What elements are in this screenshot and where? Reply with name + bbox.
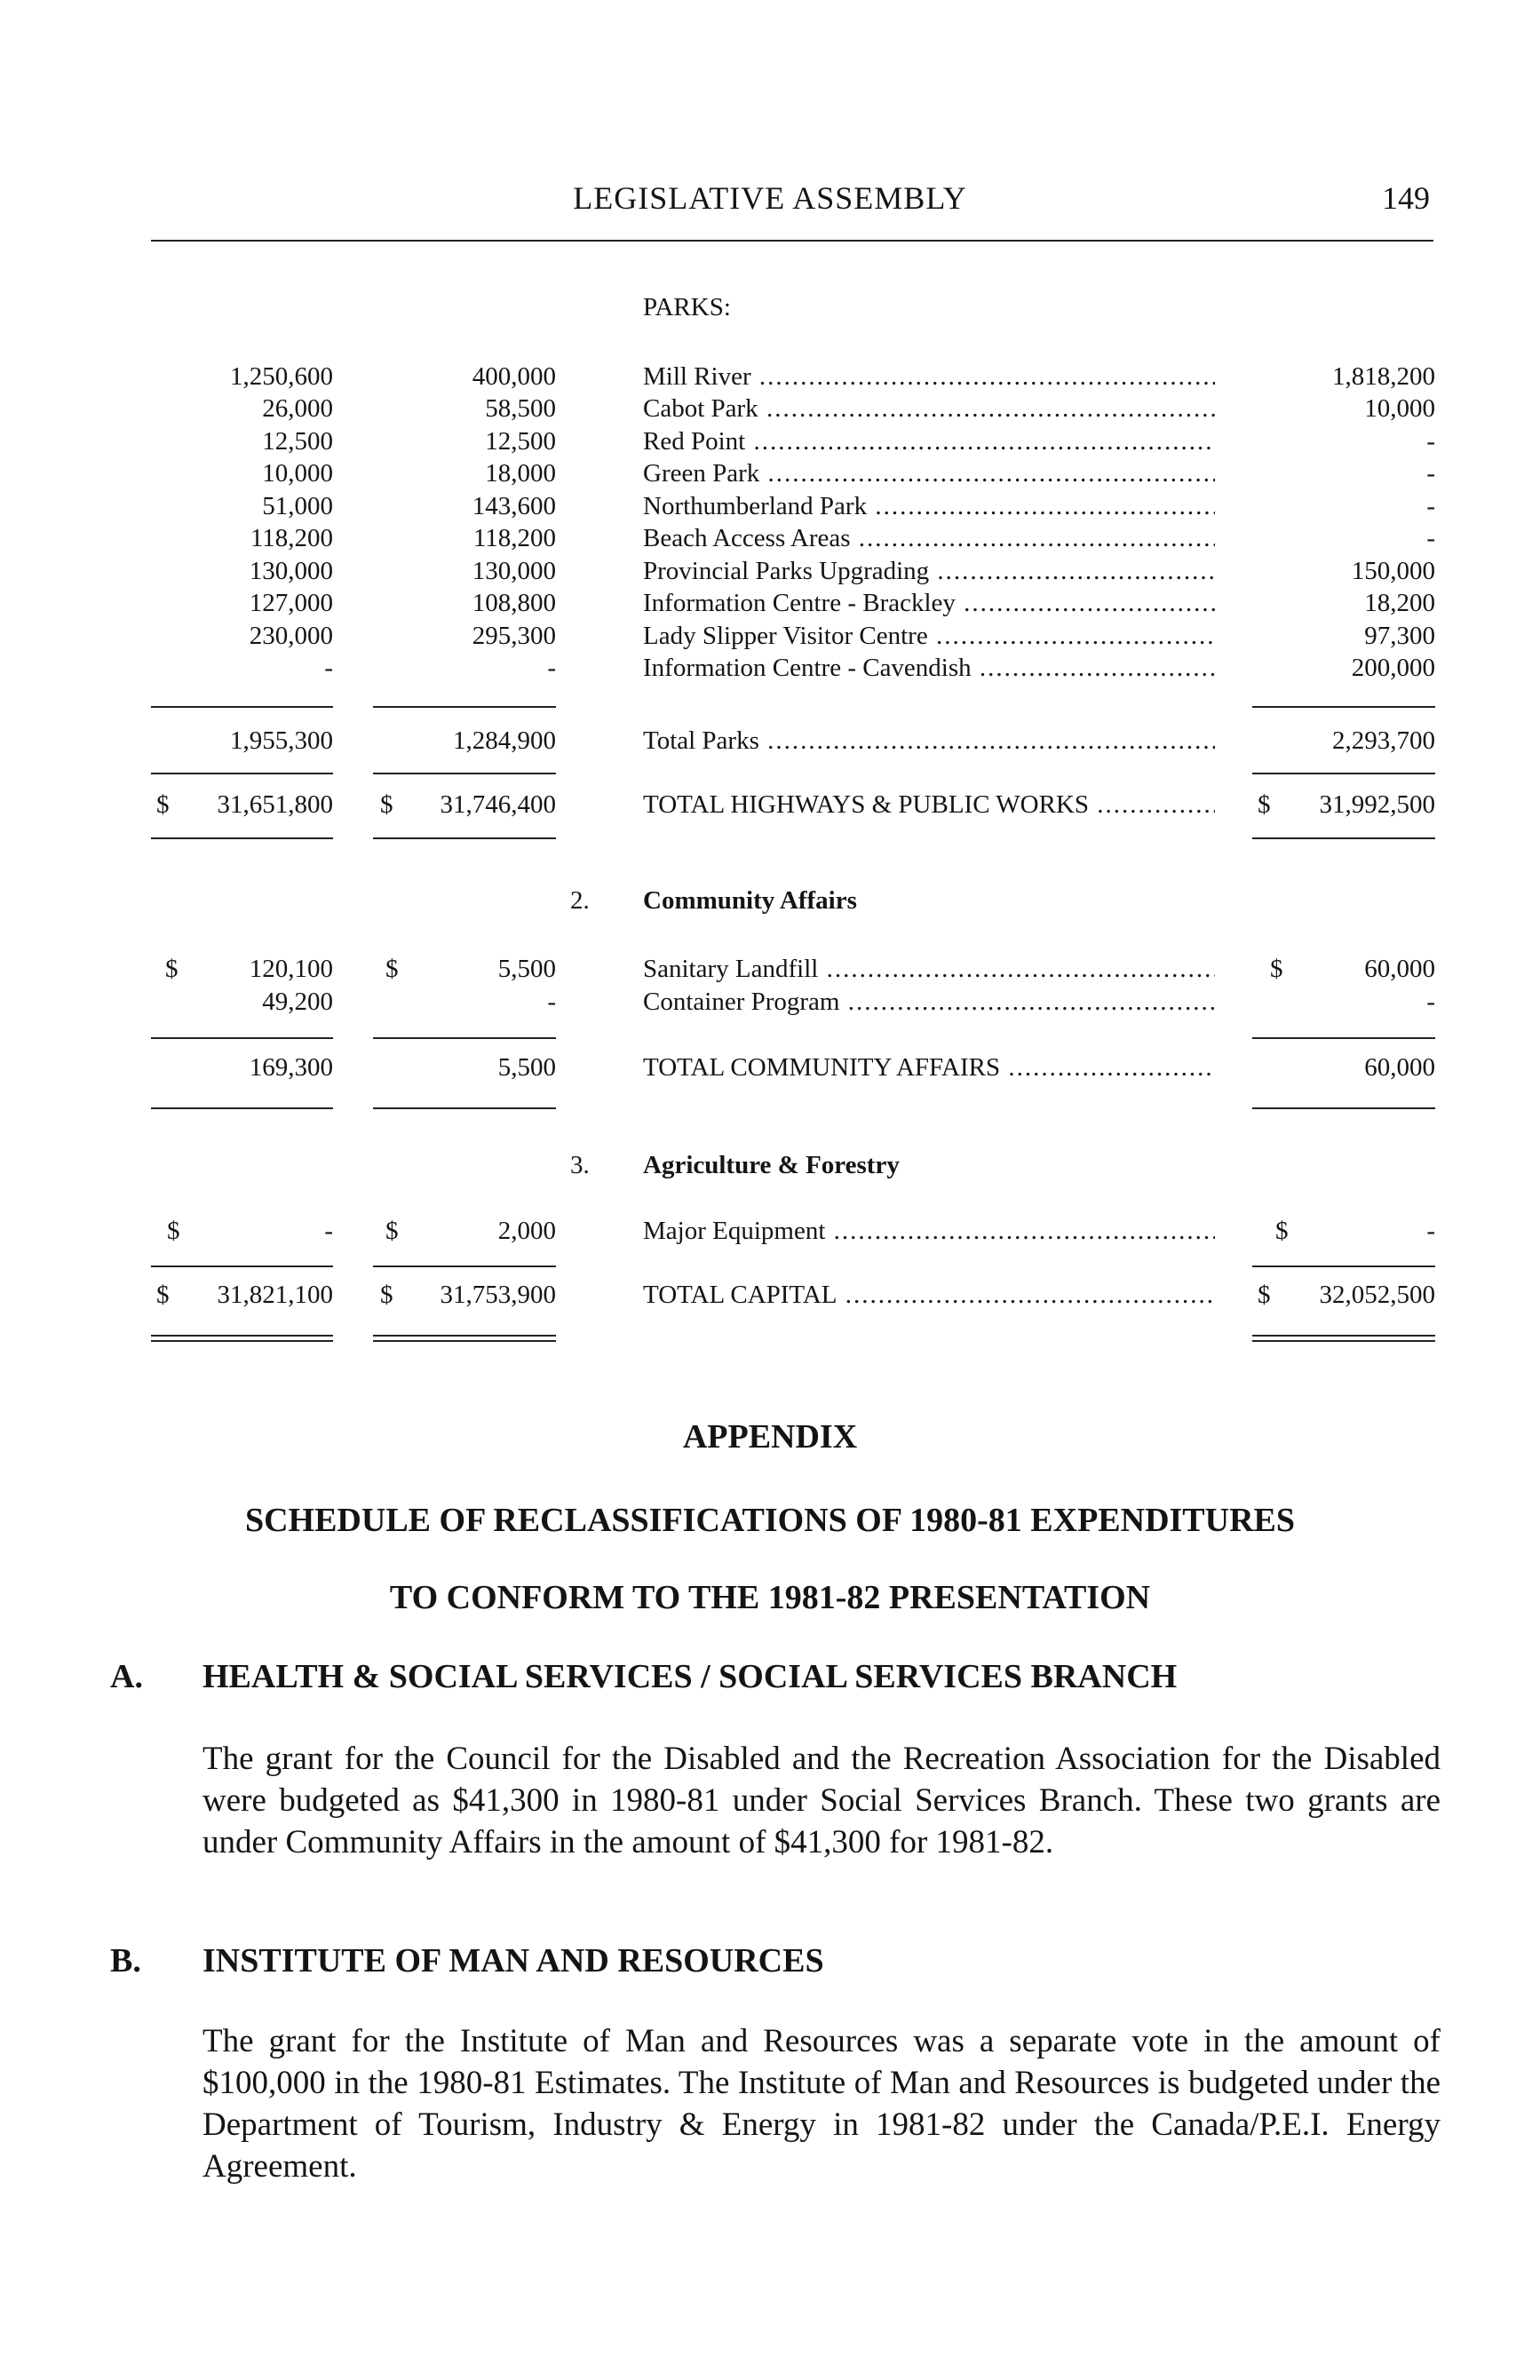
total-col2-value: 5,500 (497, 1053, 556, 1082)
row-col1-value: 130,000 (249, 557, 333, 585)
parks-heading: PARKS: (643, 293, 731, 321)
row-col4-value: - (1426, 459, 1435, 488)
currency-symbol: $ (380, 1281, 393, 1309)
row-col4-value: - (1426, 427, 1435, 456)
row-col1-value: 26,000 (262, 394, 333, 423)
subtotal-rule (1252, 773, 1435, 774)
currency-symbol: $ (1270, 955, 1283, 983)
row-col4-value: - (1426, 524, 1435, 552)
currency-symbol: $ (156, 790, 170, 819)
row-label: Information Centre - Cavendish ..... (643, 654, 1215, 683)
section-number: 2. (570, 886, 590, 915)
row-col2-value: 143,600 (472, 492, 556, 520)
row-col4-value: 97,300 (1364, 622, 1435, 650)
total-rule (151, 837, 333, 839)
row-col2-value: 12,500 (485, 427, 556, 456)
subtotal-rule (151, 706, 333, 708)
row-col4-value: 18,200 (1364, 589, 1435, 617)
currency-symbol: $ (385, 1217, 399, 1245)
row-col4-value: 60,000 (1364, 955, 1435, 983)
row-col1-value: - (324, 1217, 333, 1245)
row-col1-value: 230,000 (249, 622, 333, 650)
double-rule (151, 1335, 333, 1342)
row-label: Lady Slipper Visitor Centre ..... (643, 622, 1215, 651)
total-col1-value: 1,955,300 (230, 726, 333, 755)
total-col4-value: 60,000 (1364, 1053, 1435, 1082)
total-col4-value: 31,992,500 (1319, 790, 1435, 819)
subtotal-rule (1252, 1037, 1435, 1039)
header-rule (151, 240, 1433, 242)
row-label: Green Park ..... (643, 459, 1215, 488)
currency-symbol: $ (380, 790, 393, 819)
row-col4-value: 1,818,200 (1332, 362, 1435, 391)
currency-symbol: $ (1258, 1281, 1271, 1309)
currency-symbol: $ (156, 1281, 170, 1309)
subtotal-rule (373, 706, 556, 708)
row-col4-value: 10,000 (1364, 394, 1435, 423)
section-letter: B. (110, 1942, 141, 1979)
currency-symbol: $ (165, 955, 179, 983)
row-col4-value: - (1426, 1217, 1435, 1245)
subtotal-rule (151, 1265, 333, 1267)
currency-symbol: $ (1275, 1217, 1289, 1245)
row-label: Sanitary Landfill ..... (643, 955, 1215, 984)
section-letter: A. (110, 1658, 143, 1695)
currency-symbol: $ (385, 955, 399, 983)
row-label: Beach Access Areas ..... (643, 524, 1215, 553)
section-heading: INSTITUTE OF MAN AND RESOURCES (202, 1942, 824, 1979)
appendix-subtitle-line2: TO CONFORM TO THE 1981-82 PRESENTATION (389, 1579, 1151, 1616)
row-col1-value: - (324, 654, 333, 682)
total-rule (373, 837, 556, 839)
appendix-title: APPENDIX (682, 1418, 858, 1456)
row-col2-value: - (547, 654, 556, 682)
row-label: Information Centre - Brackley ..... (643, 589, 1215, 618)
total-col4-value: 32,052,500 (1319, 1281, 1435, 1309)
subtotal-rule (373, 1265, 556, 1267)
currency-symbol: $ (167, 1217, 180, 1245)
row-col2-value: 118,200 (472, 524, 556, 552)
currency-symbol: $ (1258, 790, 1271, 819)
row-col2-value: 400,000 (472, 362, 556, 391)
total-col1-value: 169,300 (249, 1053, 333, 1082)
row-label: Provincial Parks Upgrading ..... (643, 557, 1215, 586)
row-label: Container Program ..... (643, 988, 1215, 1017)
page-number: 149 (1382, 180, 1430, 216)
row-col2-value: 58,500 (485, 394, 556, 423)
row-col1-value: 1,250,600 (230, 362, 333, 391)
row-col1-value: 120,100 (249, 955, 333, 983)
section-paragraph: The grant for the Council for the Disabled and the Recreation Association for the Disabled were budgeted as $41,300 in 1980-81 under Social Services Branch. These two grants are under Community Affairs in the amount of $41,300 for 1981-82. (202, 1741, 1441, 1860)
row-col4-value: 200,000 (1351, 654, 1435, 682)
subtotal-rule (373, 773, 556, 774)
row-col2-value: 2,000 (497, 1217, 556, 1245)
row-col1-value: 118,200 (250, 524, 333, 552)
row-col2-value: 295,300 (472, 622, 556, 650)
total-rule (1252, 1107, 1435, 1109)
row-col1-value: 49,200 (262, 988, 333, 1016)
subtotal-rule (151, 773, 333, 774)
section-title: Agriculture & Forestry (643, 1151, 900, 1179)
row-col2-value: 130,000 (472, 557, 556, 585)
page-header-title: LEGISLATIVE ASSEMBLY (573, 180, 967, 216)
subtotal-rule (151, 1037, 333, 1039)
row-col1-value: 127,000 (249, 589, 333, 617)
row-col1-value: 12,500 (262, 427, 333, 456)
subtotal-rule (1252, 706, 1435, 708)
row-col2-value: 108,800 (472, 589, 556, 617)
total-col1-value: 31,651,800 (217, 790, 333, 819)
double-rule (1252, 1335, 1435, 1342)
subtotal-rule (1252, 1265, 1435, 1267)
total-label: Total Parks ..... (643, 726, 1215, 756)
section-number: 3. (570, 1151, 590, 1179)
total-col4-value: 2,293,700 (1332, 726, 1435, 755)
subtotal-rule (373, 1037, 556, 1039)
row-col4-value: 150,000 (1351, 557, 1435, 585)
total-col2-value: 31,753,900 (440, 1281, 556, 1309)
total-col2-value: 1,284,900 (453, 726, 556, 755)
total-rule (151, 1107, 333, 1109)
row-label: Northumberland Park ..... (643, 492, 1215, 521)
total-col2-value: 31,746,400 (440, 790, 556, 819)
total-label: TOTAL CAPITAL ..... (643, 1281, 1215, 1310)
appendix-subtitle-line1: SCHEDULE OF RECLASSIFICATIONS OF 1980-81 EXPENDITURES (244, 1502, 1296, 1539)
total-rule (1252, 837, 1435, 839)
section-paragraph: The grant for the Institute of Man and Resources was a separate vote in the amount of $100,000 in the 1980-81 Estimates. The Institute of Man and Resources is budgeted under the Department of Tourism, Industry & Energy in 1981-82 under the Canada/P.E.I. Energy Agreement. (202, 2023, 1441, 2185)
section-title: Community Affairs (643, 886, 857, 915)
total-col1-value: 31,821,100 (217, 1281, 333, 1309)
row-col2-value: 18,000 (485, 459, 556, 488)
row-col2-value: 5,500 (497, 955, 556, 983)
row-col1-value: 51,000 (262, 492, 333, 520)
row-col4-value: - (1426, 492, 1435, 520)
total-rule (373, 1107, 556, 1109)
total-label: TOTAL COMMUNITY AFFAIRS ..... (643, 1053, 1215, 1083)
double-rule (373, 1335, 556, 1342)
row-col2-value: - (547, 988, 556, 1016)
row-label: Red Point ..... (643, 427, 1215, 456)
row-label: Cabot Park ..... (643, 394, 1215, 424)
row-col1-value: 10,000 (262, 459, 333, 488)
row-label: Major Equipment ..... (643, 1217, 1215, 1246)
row-col4-value: - (1426, 988, 1435, 1016)
row-label: Mill River ..... (643, 362, 1215, 392)
section-heading: HEALTH & SOCIAL SERVICES / SOCIAL SERVICES BRANCH (202, 1658, 1178, 1695)
total-label: TOTAL HIGHWAYS & PUBLIC WORKS ..... (643, 790, 1215, 820)
